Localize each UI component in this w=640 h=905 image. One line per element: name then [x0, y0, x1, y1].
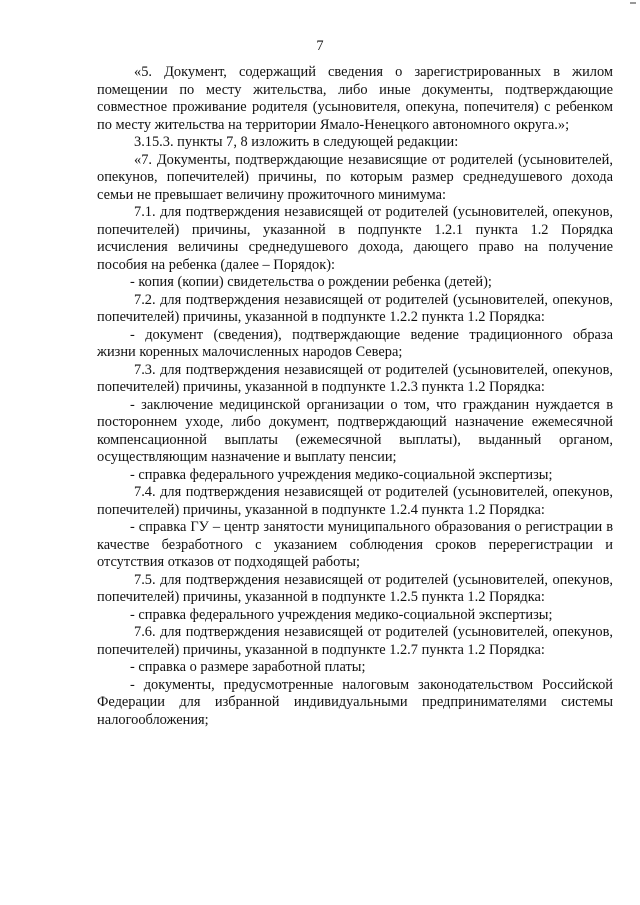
- paragraph: 7.2. для подтверждения независящей от родителей (усыновителей, опекунов, попечителей) причины, указанной в подпункте 1.2.2 пункта 1.2 Порядка:: [97, 291, 613, 325]
- paragraph: «7. Документы, подтверждающие независящие от родителей (усыновителей, опекунов, попечителей) причины, по которым размер среднедушевого дохода семьи не превышает величину прожиточного минимума:: [97, 151, 613, 203]
- list-item: - справка федерального учреждения медико-социальной экспертизы;: [130, 606, 553, 623]
- paragraph: 7.6. для подтверждения независящей от родителей (усыновителей, опекунов, попечителей) причины, указанной в подпункте 1.2.7 пункта 1.2 Порядка:: [97, 624, 613, 658]
- paragraph: 7.5. для подтверждения независящей от родителей (усыновителей, опекунов, попечителей) причины, указанной в подпункте 1.2.5 пункта 1.2 Порядка:: [97, 571, 613, 605]
- list-item: - документ (сведения), подтверждающие ведение традиционного образа жизни коренных малочисленных народов Севера;: [97, 326, 613, 360]
- list-item: - заключение медицинской организации о том, что гражданин нуждается в постороннем уходе, либо документ, подтверждающий назначение ежемесячной компенсационной выплаты (ежемесячной выплаты), выданный органом, осуществляющим назначение и выплату пенсии;: [97, 396, 613, 465]
- paragraph: «5. Документ, содержащий сведения о зарегистрированных в жилом помещении по месту жительства, либо иные документы, подтверждающие совместное проживание родителя (усыновителя, опекуна, попечителя) с ребенком по месту жительства на территории Ямало-Ненецкого автономного округа.»;: [97, 64, 613, 133]
- list-item: - справка о размере заработной платы;: [130, 659, 366, 675]
- page-number: 7: [316, 38, 324, 54]
- list-item: - справка ГУ – центр занятости муниципального образования о регистрации в качестве безработного с указанием соблюдения сроков перерегистрации и отсутствия отказов от подходящей работы;: [97, 519, 613, 570]
- paragraph: 7.4. для подтверждения независящей от родителей (усыновителей, опекунов, попечителей) причины, указанной в подпункте 1.2.4 пункта 1.2 Порядка:: [97, 484, 613, 518]
- paragraph: 7.3. для подтверждения независящей от родителей (усыновителей, опекунов, попечителей) причины, указанной в подпункте 1.2.3 пункта 1.2 Порядка:: [97, 361, 613, 395]
- list-item: - копия (копии) свидетельства о рождении ребенка (детей);: [130, 274, 492, 290]
- list-item: - документы, предусмотренные налоговым законодательством Российской Федерации для избранной индивидуальными предпринимателями системы налогообложения;: [97, 676, 613, 728]
- paragraph: 3.15.3. пункты 7, 8 изложить в следующей редакции:: [134, 134, 459, 150]
- scan-mark: [630, 2, 636, 4]
- document-body: [97, 64, 613, 729]
- list-item: - справка федерального учреждения медико-социальной экспертизы;: [130, 466, 553, 483]
- paragraph: 7.1. для подтверждения независящей от родителей (усыновителей, опекунов, попечителей) причины, указанной в подпункте 1.2.1 пункта 1.2 Порядка исчисления величины среднедушевого дохода, дающего право на получение пособия на ребенка (далее – Порядок):: [97, 204, 613, 273]
